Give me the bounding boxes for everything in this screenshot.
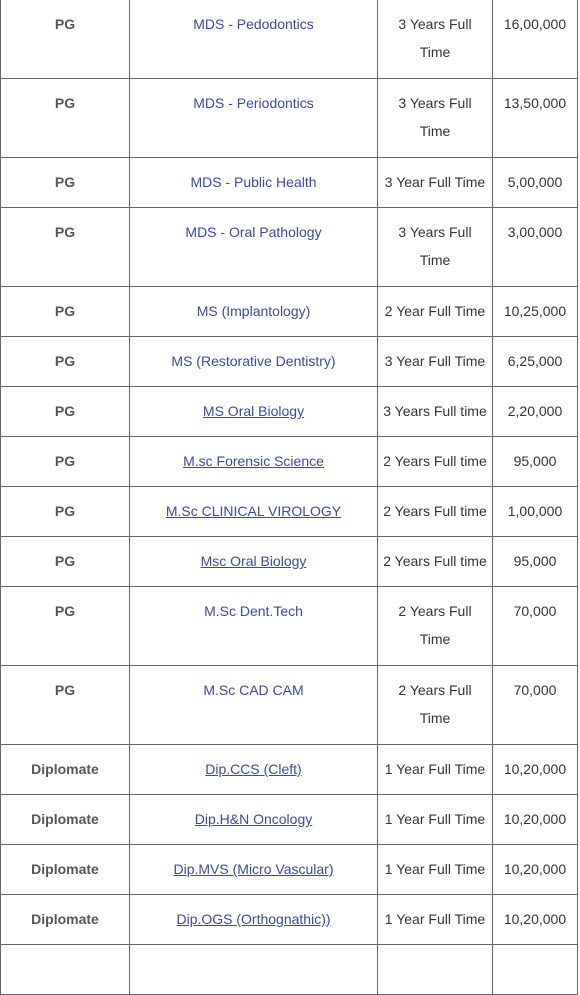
level-cell: PG bbox=[1, 287, 130, 337]
course-link[interactable]: M.Sc Dent.Tech bbox=[204, 603, 303, 619]
duration-cell bbox=[378, 945, 493, 995]
fee-cell: 95,000 bbox=[493, 537, 578, 587]
table-row bbox=[1, 666, 578, 745]
course-link[interactable]: Dip.CCS (Cleft) bbox=[205, 761, 302, 777]
level-cell: PG bbox=[1, 537, 130, 587]
duration-cell: 2 Year Full Time bbox=[378, 287, 493, 337]
level-cell: PG bbox=[1, 337, 130, 387]
table-row bbox=[1, 745, 578, 795]
table-row bbox=[1, 537, 578, 587]
level-cell: PG bbox=[1, 487, 130, 537]
course-link[interactable]: MS (Restorative Dentistry) bbox=[171, 353, 336, 369]
course-cell bbox=[130, 158, 378, 208]
course-cell bbox=[130, 537, 378, 587]
course-cell bbox=[130, 945, 378, 995]
course-link[interactable]: M.sc Forensic Science bbox=[183, 453, 324, 469]
table-row bbox=[1, 158, 578, 208]
course-cell bbox=[130, 745, 378, 795]
fee-cell: 5,00,000 bbox=[493, 158, 578, 208]
course-cell bbox=[130, 437, 378, 487]
fee-cell: 6,25,000 bbox=[493, 337, 578, 387]
fee-cell: 70,000 bbox=[493, 666, 578, 745]
table-row bbox=[1, 208, 578, 287]
duration-cell: 2 Years Full Time bbox=[378, 666, 493, 745]
table-row bbox=[1, 487, 578, 537]
fee-cell: 10,25,000 bbox=[493, 287, 578, 337]
duration-cell: 1 Year Full Time bbox=[378, 745, 493, 795]
duration-cell: 3 Years Full Time bbox=[378, 79, 493, 158]
level-cell: PG bbox=[1, 387, 130, 437]
course-cell bbox=[130, 795, 378, 845]
table-row bbox=[1, 437, 578, 487]
course-cell bbox=[130, 387, 378, 437]
course-link[interactable]: MDS - Pedodontics bbox=[193, 16, 314, 32]
course-cell bbox=[130, 895, 378, 945]
level-cell: Diplomate bbox=[1, 845, 130, 895]
course-cell bbox=[130, 487, 378, 537]
course-link[interactable]: Dip.OGS (Orthognathic)) bbox=[176, 911, 331, 927]
fee-cell: 70,000 bbox=[493, 587, 578, 666]
fee-cell: 10,20,000 bbox=[493, 795, 578, 845]
course-cell bbox=[130, 208, 378, 287]
fee-cell: 10,20,000 bbox=[493, 895, 578, 945]
level-cell: Diplomate bbox=[1, 795, 130, 845]
table-row bbox=[1, 795, 578, 845]
table-row bbox=[1, 387, 578, 437]
fee-cell: 3,00,000 bbox=[493, 208, 578, 287]
course-link[interactable]: M.Sc CLINICAL VIROLOGY bbox=[165, 503, 342, 519]
course-cell bbox=[130, 337, 378, 387]
duration-cell: 3 Year Full Time bbox=[378, 158, 493, 208]
level-cell bbox=[1, 945, 130, 995]
duration-cell: 1 Year Full Time bbox=[378, 795, 493, 845]
level-cell: Diplomate bbox=[1, 895, 130, 945]
duration-cell: 2 Years Full time bbox=[378, 537, 493, 587]
duration-cell: 1 Year Full Time bbox=[378, 895, 493, 945]
level-cell: PG bbox=[1, 158, 130, 208]
duration-cell: 1 Year Full Time bbox=[378, 845, 493, 895]
level-cell: PG bbox=[1, 0, 130, 79]
courses-table-body bbox=[1, 0, 578, 995]
course-cell bbox=[130, 587, 378, 666]
level-cell: Diplomate bbox=[1, 745, 130, 795]
duration-cell: 2 Years Full time bbox=[378, 487, 493, 537]
fee-cell: 1,00,000 bbox=[493, 487, 578, 537]
level-cell: PG bbox=[1, 208, 130, 287]
duration-cell: 3 Years Full Time bbox=[378, 0, 493, 79]
table-row bbox=[1, 587, 578, 666]
level-cell: PG bbox=[1, 587, 130, 666]
level-cell: PG bbox=[1, 79, 130, 158]
duration-cell: 3 Years Full time bbox=[378, 387, 493, 437]
fee-cell bbox=[493, 945, 578, 995]
duration-cell: 2 Years Full Time bbox=[378, 587, 493, 666]
fee-cell: 16,00,000 bbox=[493, 0, 578, 79]
course-cell bbox=[130, 666, 378, 745]
table-row bbox=[1, 337, 578, 387]
course-cell bbox=[130, 287, 378, 337]
course-link[interactable]: Dip.H&N Oncology bbox=[194, 811, 313, 827]
table-row bbox=[1, 895, 578, 945]
course-cell bbox=[130, 79, 378, 158]
course-link[interactable]: MDS - Oral Pathology bbox=[185, 224, 322, 240]
course-link[interactable]: Dip.MVS (Micro Vascular) bbox=[173, 861, 334, 877]
fee-cell: 10,20,000 bbox=[493, 845, 578, 895]
table-row bbox=[1, 287, 578, 337]
course-cell bbox=[130, 845, 378, 895]
table-row bbox=[1, 79, 578, 158]
table-row bbox=[1, 0, 578, 79]
fee-cell: 2,20,000 bbox=[493, 387, 578, 437]
course-link[interactable]: MS Oral Biology bbox=[202, 403, 305, 419]
course-link[interactable]: M.Sc CAD CAM bbox=[203, 682, 304, 698]
fee-cell: 10,20,000 bbox=[493, 745, 578, 795]
level-cell: PG bbox=[1, 666, 130, 745]
course-link[interactable]: Msc Oral Biology bbox=[200, 553, 307, 569]
level-cell: PG bbox=[1, 437, 130, 487]
course-cell bbox=[130, 0, 378, 79]
course-link[interactable]: MS (Implantology) bbox=[196, 303, 311, 319]
duration-cell: 2 Years Full time bbox=[378, 437, 493, 487]
fee-cell: 13,50,000 bbox=[493, 79, 578, 158]
course-link[interactable]: MDS - Periodontics bbox=[193, 95, 314, 111]
course-link[interactable]: MDS - Public Health bbox=[190, 174, 317, 190]
fee-cell: 95,000 bbox=[493, 437, 578, 487]
duration-cell: 3 Years Full Time bbox=[378, 208, 493, 287]
duration-cell: 3 Year Full Time bbox=[378, 337, 493, 387]
table-row bbox=[1, 945, 578, 995]
table-row bbox=[1, 845, 578, 895]
